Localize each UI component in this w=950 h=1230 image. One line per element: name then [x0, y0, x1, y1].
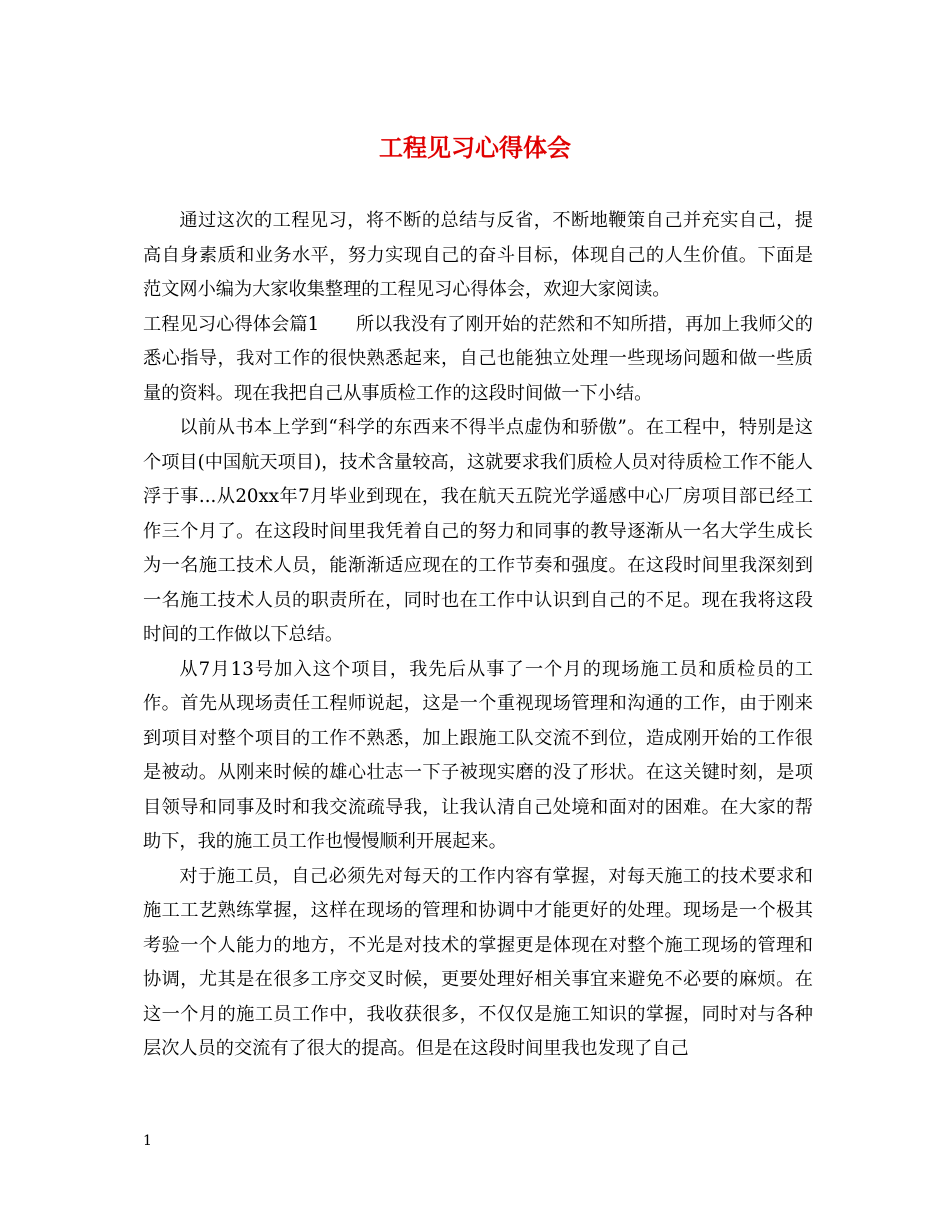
paragraph-construction-worker: 对于施工员，自己必须先对每天的工作内容有掌握，对每天施工的技术要求和施工工艺熟练掌握，这样在现场的管理和协调中才能更好的处理。现场是一个极其考验一个人能力的地方，不光是对技术的掌握更是体现在对整个施工现场的管理和协调，尤其是在很多工序交叉时候，更要处理好相关事宜来避免不必要的麻烦。在这一个月的施工员工作中，我收获很多，不仅仅是施工知识的掌握，同时对与各种层次人员的交流有了很大的提高。但是在这段时间里我也发现了自己	[143, 865, 813, 1059]
document-body	[143, 204, 813, 1067]
paragraph-section-1: 工程见习心得体会篇1 所以我没有了刚开始的茫然和不知所措，再加上我师父的悉心指导，我对工作的很快熟悉起来，自己也能独立处理一些现场问题和做一些质量的资料。现在我把自己从事质检工作的这段时间做一下小结。	[143, 313, 813, 404]
document-title: 工程见习心得体会	[379, 133, 571, 162]
paragraph-quality-inspection: 以前从书本上学到“科学的东西来不得半点虚伪和骄傲”。在工程中，特别是这个项目(中国航天项目)，技术含量较高，这就要求我们质检人员对待质检工作不能人浮于事...从20xx年7月毕业到现在，我在航天五院光学遥感中心厂房项目部已经工作三个月了。在这段时间里我凭着自己的努力和同事的教导逐渐从一名大学生成长为一名施工技术人员，能渐渐适应现在的工作节奏和强度。在这段时间里我深刻到一名施工技术人员的职责所在，同时也在工作中认识到自己的不足。现在我将这段时间的工作做以下总结。	[143, 417, 813, 645]
page-number: 1	[143, 1133, 152, 1149]
paragraph-project-experience: 从7月13号加入这个项目，我先后从事了一个月的现场施工员和质检员的工作。首先从现场责任工程师说起，这是一个重视现场管理和沟通的工作，由于刚来到项目对整个项目的工作不熟悉，加上跟施工队交流不到位，造成刚开始的工作很是被动。从刚来时候的雄心壮志一下子被现实磨的没了形状。在这关键时刻，是项目领导和同事及时和我交流疏导我，让我认清自己处境和面对的困难。在大家的帮助下，我的施工员工作也慢慢顺利开展起来。	[143, 658, 813, 852]
paragraph-intro: 通过这次的工程见习，将不断的总结与反省，不断地鞭策自己并充实自己，提高自身素质和业务水平，努力实现自己的奋斗目标，体现自己的人生价值。下面是范文网小编为大家收集整理的工程见习心得体会，欢迎大家阅读。	[143, 210, 813, 300]
